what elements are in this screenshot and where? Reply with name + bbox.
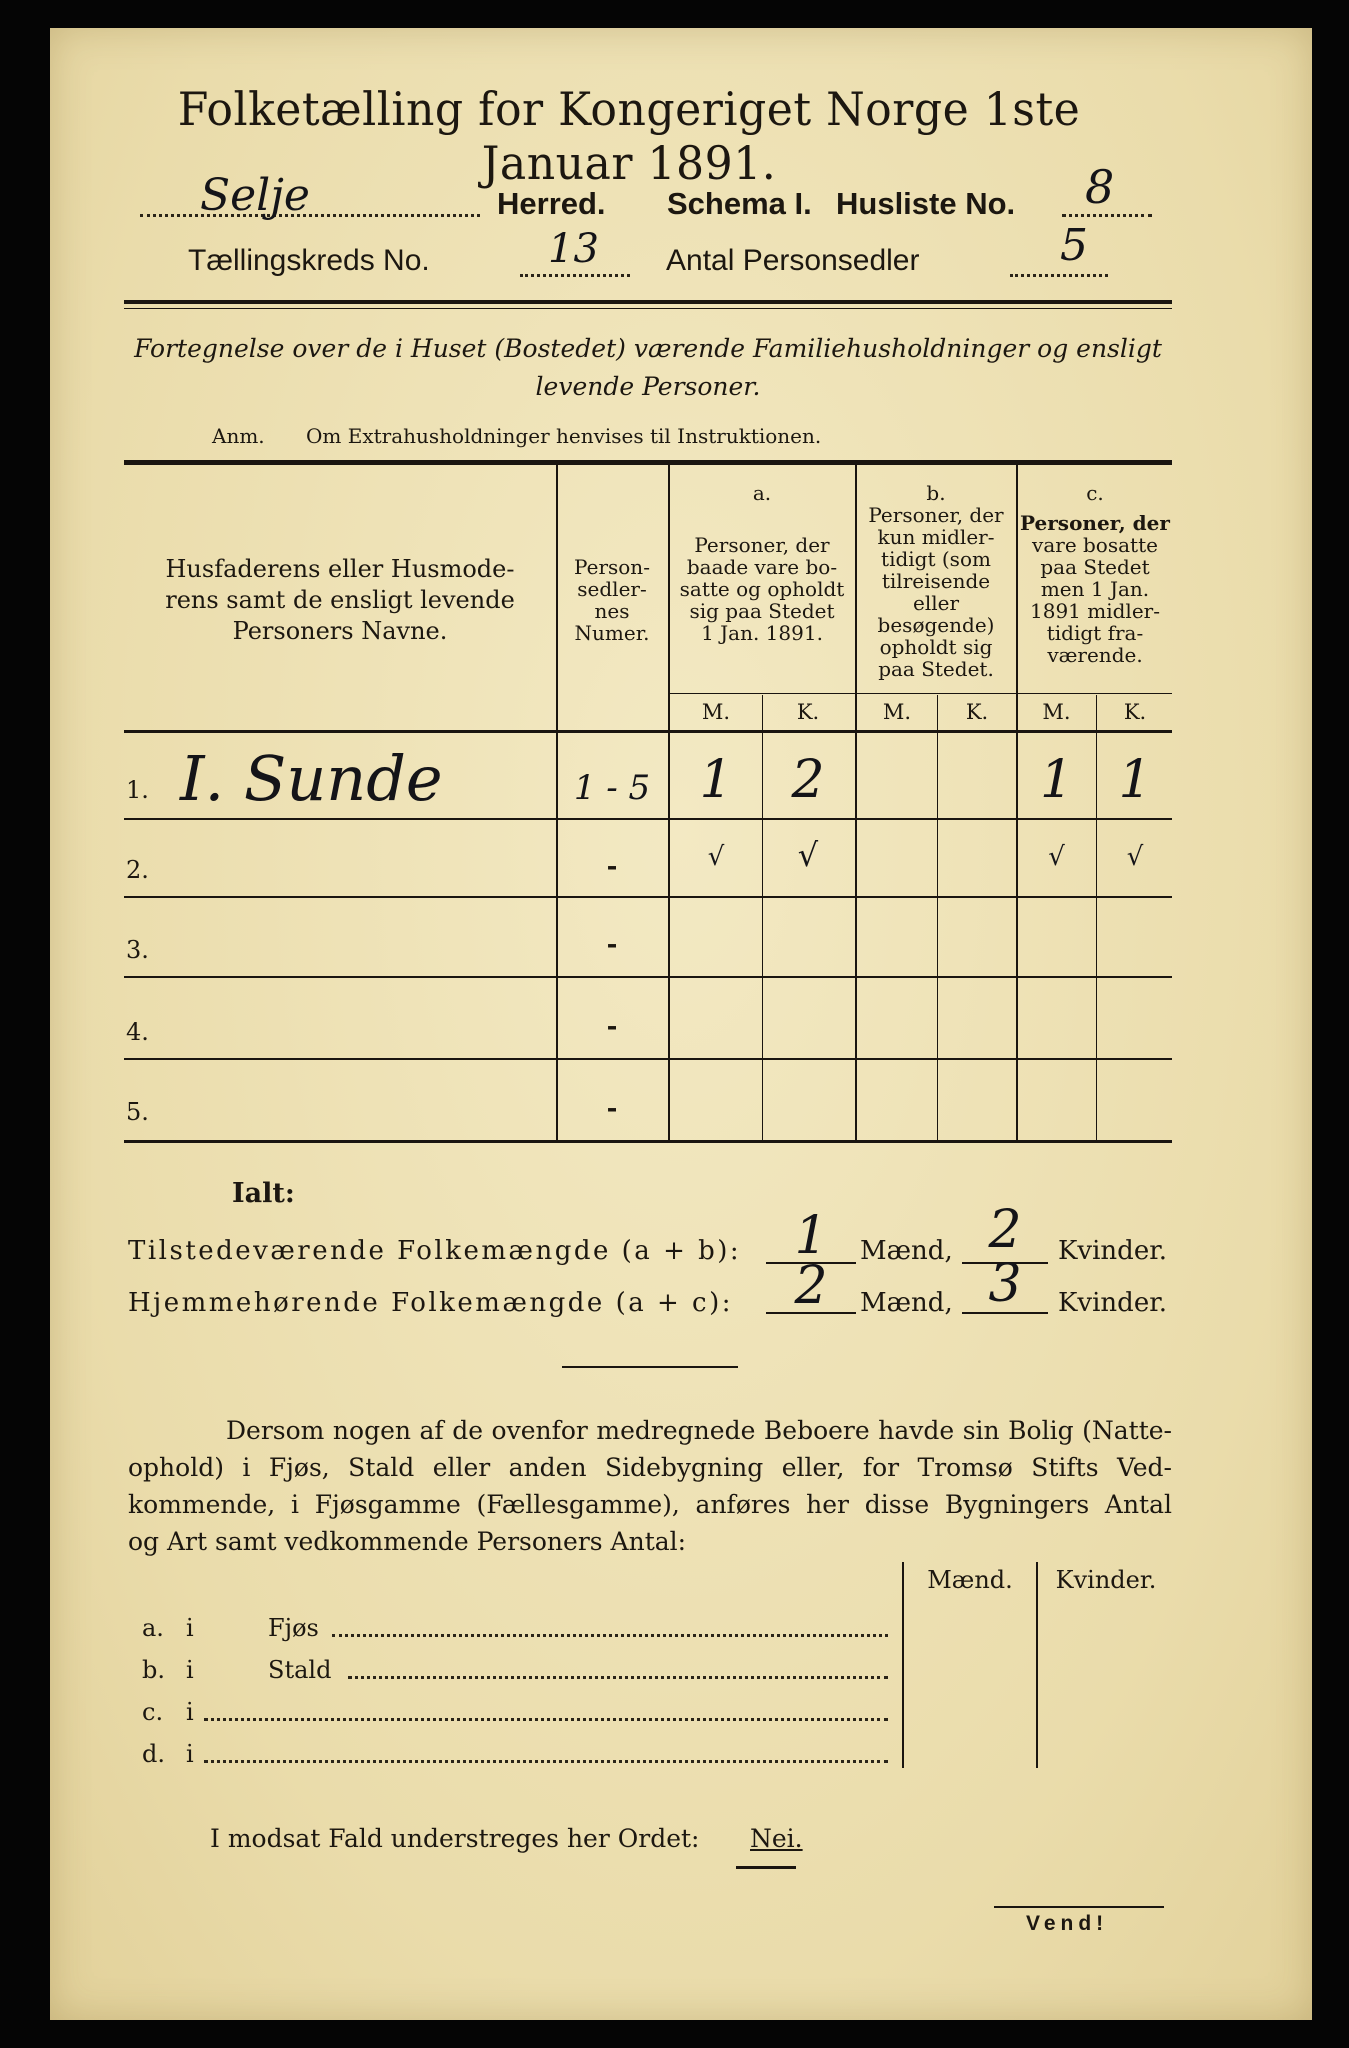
herred-field [140,178,480,217]
row-2-c-k: √ [1126,842,1144,872]
row-3-sedler: - [606,930,618,960]
col-name-header-line3: Personers Navne. [232,617,448,645]
col-b-line5: eller [912,591,960,615]
table-vline-c-mk [1096,695,1097,1143]
para-line1: Dersom nogen af de ovenfor medregnede Beboere havde sin Bolig (Natte- [226,1416,1172,1445]
col-c-letter: c. [1086,481,1104,505]
row-2-num: 2. [126,856,149,884]
taellingskreds-label: Tællingskreds No. [188,244,430,277]
anm-text: Om Extrahusholdninger henvises til Instruktionen. [306,424,822,448]
row-1-sedler: 1 - 5 [573,768,651,808]
antal-field [1010,238,1108,277]
hjemme-maend: 2 [794,1256,828,1316]
fortegnelse-line2: levende Personer. [535,372,761,401]
col-num-header-line4: Numer. [574,621,650,645]
tilstede-maend: 1 [794,1206,828,1266]
husliste-value: 8 [1085,160,1115,214]
a-m-label: M. [701,700,731,724]
col-name-header-line1: Husfaderens eller Husmode- [165,555,515,583]
vend-text: Vend! [1026,1912,1109,1935]
buildings-vline-2 [1036,1562,1038,1768]
col-b-line2: kun midler- [877,525,995,549]
b-k-label: K. [965,700,989,724]
tilstede-label: Tilstedeværende Folkemængde (a + b): [128,1236,742,1266]
c-m-label: M. [1042,700,1071,724]
row-2-a-m: √ [707,842,725,872]
nei-word: Nei. [750,1824,803,1853]
building-row-a-letter: a. [142,1614,164,1642]
col-num-header [560,556,664,644]
col-b-line7: opholdt sig [879,635,993,659]
tilstede-kvinder-label: Kvinder. [1058,1236,1168,1266]
row-5-num: 5. [126,1098,149,1126]
a-k-label: K. [796,700,820,724]
taellingskreds-value: 13 [548,226,599,272]
table-vline-a-mk [762,695,763,1143]
herred-value: Selje [200,170,310,221]
col-c-line6: tidigt fra- [1046,621,1144,645]
building-row-a-dots [332,1618,888,1637]
col-b-header [858,482,1014,680]
table-vline-num [668,465,670,1143]
building-row-a-prep: i [186,1614,194,1642]
col-b-line1: Personer, der [868,503,1004,527]
col-num-header-line3: nes [594,599,630,623]
antal-label: Antal Personsedler [666,244,920,277]
table-vline-a [855,465,857,1143]
col-a-letter: a. [752,481,772,505]
fortegnelse-line1: Fortegnelse over de i Huset (Bostedet) værende Familiehusholdninger og ensligt [134,334,1162,363]
antal-value: 5 [1060,220,1088,271]
building-row-d-letter: d. [142,1740,165,1768]
col-b-line3: tidigt (som [881,547,991,571]
col-a-line3: satte og opholdt [679,577,845,601]
building-row-d-prep: i [186,1740,194,1768]
row-rule-3 [124,976,1172,978]
separator-short [562,1366,738,1368]
row-1-a-m: 1 [699,750,733,810]
building-row-b-prep: i [186,1656,194,1684]
schema-label: Schema I. [667,186,812,221]
table-vline-b-mk [937,695,938,1143]
row-1-c-k: 1 [1118,750,1152,810]
row-rule-2 [124,896,1172,898]
col-a-line4: sig paa Stedet [689,599,835,623]
table-mk-rule [668,693,1172,694]
col-num-header-line2: sedler- [577,577,647,601]
col-a-line1: Personer, der [694,533,830,557]
col-c-line5: 1891 midler- [1030,599,1160,623]
col-a-header [672,482,852,644]
hjemme-label: Hjemmehørende Folkemængde (a + c): [128,1288,733,1318]
col-name-header [130,554,550,647]
building-row-b-label: Stald [268,1656,332,1684]
table-top-rule [124,460,1172,465]
col-c-line2: vare bosatte [1032,533,1158,557]
buildings-vline-1 [902,1562,904,1768]
col-b-line4: tilreisende [881,569,991,593]
building-row-b-letter: b. [142,1656,165,1684]
row-rule-1 [124,818,1172,820]
row-rule-5 [124,1140,1172,1143]
buildings-paragraph [128,1412,1172,1560]
row-2-c-m: √ [1048,842,1065,872]
buildings-maend-header: Mænd. [927,1566,1013,1594]
modsat-text: I modsat Fald understreges her Ordet: [210,1824,700,1853]
building-row-c-dots [204,1702,888,1721]
para-line4: og Art samt vedkommende Personers Antal: [128,1527,687,1556]
header-rule-thin [124,308,1172,309]
col-c-header [1018,482,1172,666]
census-form-page [50,28,1312,2020]
hjemme-maend-label: Mænd, [860,1288,953,1318]
col-name-header-line2: rens samt de ensligt levende [165,586,515,614]
col-c-line1: Personer, der [1020,511,1170,535]
row-2-a-k: √ [797,836,819,874]
ialt-label: Ialt: [232,1178,295,1209]
tilstede-maend-label: Mænd, [860,1236,953,1266]
row-4-num: 4. [126,1018,149,1046]
building-row-c-letter: c. [142,1698,164,1726]
building-row-a-label: Fjøs [268,1614,319,1642]
building-row-c-prep: i [186,1698,194,1726]
tilstede-kvinder: 2 [988,1200,1022,1260]
para-line3: kommende, i Fjøsgamme (Fællesgamme), anføres her disse Bygningers Antal [128,1490,1172,1519]
anm-prefix: Anm. [212,424,265,448]
building-row-d-dots [204,1744,888,1763]
row-rule-4 [124,1058,1172,1060]
row-2-sedler: - [606,852,618,882]
row-1-a-k: 2 [791,750,825,810]
building-row-b-dots [348,1660,888,1679]
row-3-num: 3. [126,936,149,964]
col-c-line4: men 1 Jan. [1040,577,1150,601]
buildings-kvinder-header: Kvinder. [1055,1566,1157,1594]
col-b-line6: besøgende) [877,613,995,637]
header-rule [124,300,1172,304]
herred-label: Herred. [497,186,606,221]
col-b-letter: b. [926,481,946,505]
row-1-name: I. Sunde [180,742,443,815]
col-c-line3: paa Stedet [1040,555,1150,579]
col-num-header-line1: Person- [574,555,650,579]
nei-underline [736,1866,796,1869]
row-5-sedler: - [606,1094,618,1124]
col-a-line2: baade vare bo- [686,555,838,579]
form-title: Folketælling for Kongeriget Norge 1ste Januar 1891. [177,82,1081,190]
husliste-label: Husliste No. [836,186,1016,221]
row-1-c-m: 1 [1039,750,1074,810]
col-b-line8: paa Stedet. [878,657,994,681]
hjemme-kvinder-label: Kvinder. [1058,1288,1168,1318]
table-header-bottom-rule [124,730,1172,733]
c-k-label: K. [1123,700,1147,724]
col-a-line5: 1 Jan. 1891. [701,621,823,645]
b-m-label: M. [882,700,912,724]
hjemme-kvinder: 3 [988,1254,1022,1314]
row-4-sedler: - [606,1012,618,1042]
row-1-num: 1. [126,776,149,804]
para-line2: ophold) i Fjøs, Stald eller anden Sidebygning eller, for Tromsø Stifts Ved- [128,1453,1172,1482]
table-vline-name [556,465,558,1143]
col-c-line7: værende. [1047,643,1143,667]
vend-rule [994,1906,1164,1908]
